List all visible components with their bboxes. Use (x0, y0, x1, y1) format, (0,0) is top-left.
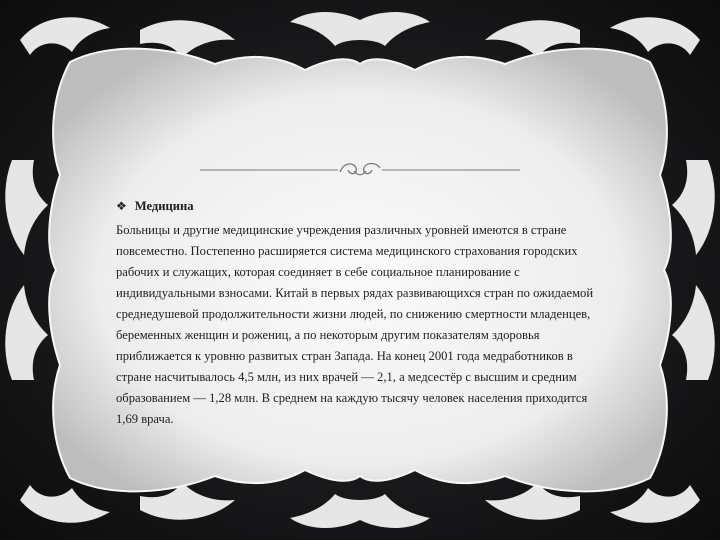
diamond-bullet-icon: ❖ (116, 199, 127, 213)
heading-row (116, 196, 608, 217)
slide-heading: Медицина (134, 199, 194, 213)
slide-content (116, 196, 608, 430)
slide-body-text: Больницы и другие медицинские учреждения различных уровней имеются в стране повсеместно. Постепенно расширяется система медицинского страхования городских рабочих и служащих, которая соединяет в себе социальное планирование с индивидуальными взносами. Китай в первых рядах развивающихся стран по ожидаемой среднедушевой продолжительности жизни людей, по снижению смертности младенцев, беременных женщин и рожениц, а по некоторым другим показателям здоровья приближается к уровню развитых стран Запада. На конец 2001 года медработников в стране насчитывалось 4,5 млн, из них врачей — 2,1, а медсестёр с высшим и средним образованием — 1,28 млн. В среднем на каждую тысячу человек населения приходится 1,69 врача. (116, 223, 594, 426)
